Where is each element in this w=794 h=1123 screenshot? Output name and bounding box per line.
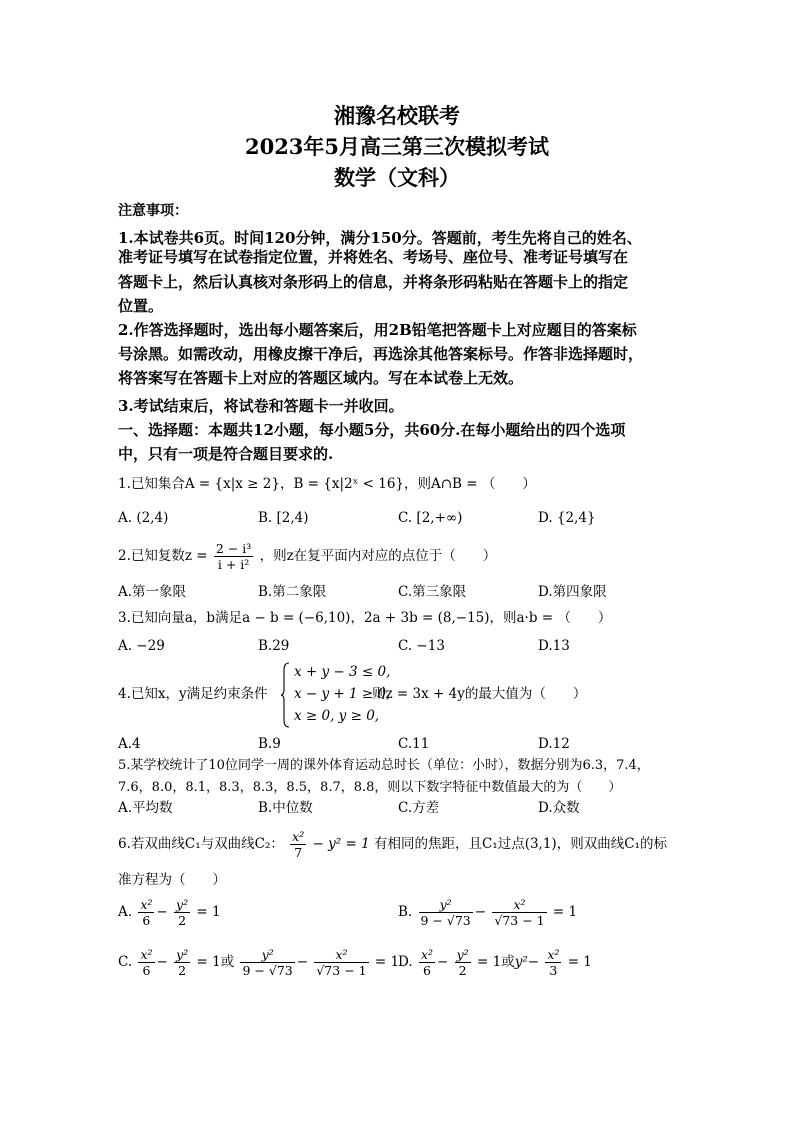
brace-icon xyxy=(280,662,290,728)
q1-option-c: C. [2,+∞) xyxy=(398,510,463,526)
q6-option-c: C. $\frac{\text{x²}}{6}$ − $\frac{\text{y²}}{2}$ = 1或 $\frac{\text{y²}}{9 - √73}$ − $\frac{\text{x²}}{√73 - 1}$ = 1 xyxy=(118,947,400,978)
q4-option-b: B.9 xyxy=(258,736,281,752)
q2-option-d: D.第四象限 xyxy=(538,584,607,600)
q2-stem xyxy=(118,540,496,572)
q2-option-b: B.第二象限 xyxy=(258,584,327,600)
q6-option-a-eq: = 1 xyxy=(196,904,221,920)
q6-c2-eq: − y² = 1 xyxy=(312,836,370,852)
q1-option-a: A. (2,4) xyxy=(118,510,169,526)
q4-option-d: D.12 xyxy=(538,736,570,752)
q2-pre: 2.已知复数z = xyxy=(118,548,208,564)
q5-option-b: B.中位数 xyxy=(258,800,313,816)
q5-option-c: C.方差 xyxy=(398,800,440,816)
q1-option-b: B. [2,4) xyxy=(258,510,309,526)
q6-option-b-eq: = 1 xyxy=(552,904,578,920)
q5-line2: 7.6，8.0，8.1，8.3，8.3，8.5，8.7，8.8，则以下数字特征中数值最大的为（ ） xyxy=(118,780,622,795)
exam-title: 2023年5月高三第三次模拟考试 xyxy=(244,134,550,159)
q1-stem: 1.已知集合A = {x|x ≥ 2}，B = {x|2ˣ < 16}，则A∩B = （ ） xyxy=(118,476,536,492)
section1-line2: 中，只有一项是符合题目要求的. xyxy=(118,445,334,463)
q6-line2: 准方程为（ ） xyxy=(118,872,226,888)
q4-constraint-1: x + y − 3 ≤ 0, xyxy=(294,664,391,680)
q6-c2-fraction: $\frac{\text{x²}}{7}$ xyxy=(292,829,305,860)
q2-fraction xyxy=(214,541,253,572)
subject-title: 数学（文科） xyxy=(334,165,460,190)
q5-option-a: A.平均数 xyxy=(118,800,173,816)
q3-option-d: D.13 xyxy=(538,638,570,654)
notice-p2-line1: 2.作答选择题时，选出每小题答案后，用2B铅笔把答题卡上对应题目的答案标 xyxy=(118,321,637,339)
q5-option-d: D.众数 xyxy=(538,800,580,816)
notice-p2-line2: 号涂黑。如需改动，用橡皮擦干净后，再选涂其他答案标号。作答非选择题时， xyxy=(118,345,644,363)
q5-line1: 5.某学校统计了10位同学一周的课外体育运动总时长（单位：小时），数据分别为6.3，7.4， xyxy=(118,758,650,773)
q4-constraint-2: x − y + 1 ≥ 0, xyxy=(294,686,391,702)
notice-p1-line2: 准考证号填写在试卷指定位置，并将姓名、考场号、座位号、准考证号填写在 xyxy=(118,248,629,266)
q2-numerator: 2 − i³ xyxy=(215,541,252,556)
notice-p3: 3.考试结束后，将试卷和答题卡一并收回。 xyxy=(118,397,404,415)
q4-constraint-3: x ≥ 0, y ≥ 0, xyxy=(294,708,380,724)
q2-option-a: A.第一象限 xyxy=(118,584,187,600)
q3-stem: 3.已知向量a，b满足a − b = (−6,10)，2a + 3b = (8,−15)，则a·b = （ ） xyxy=(118,610,612,626)
q2-denominator: i + i² xyxy=(217,557,250,572)
exam-union-title: 湘豫名校联考 xyxy=(334,103,460,128)
q6-option-b-label: B. xyxy=(398,904,413,920)
q3-option-a: A. −29 xyxy=(118,638,165,654)
notice-p1-line1: 1.本试卷共6页。时间120分钟，满分150分。答题前，考生先将自己的姓名、 xyxy=(118,229,642,247)
q4-option-c: C.11 xyxy=(398,736,430,752)
q6-option-c-label: C. xyxy=(118,954,133,970)
q2-post: ，则z在复平面内对应的点位于（ ） xyxy=(259,548,497,564)
q4-pre: 4.已知x，y满足约束条件 xyxy=(118,686,268,702)
q6-option-a-label: A. xyxy=(118,904,133,920)
notice-p1-line4: 位置。 xyxy=(118,297,164,315)
q6-line1-post: 有相同的焦距，且C₁过点(3,1)，则双曲线C₁的标 xyxy=(373,836,667,852)
section1-line1: 一、选择题：本题共12小题，每小题5分，共60分.在每小题给出的四个选项 xyxy=(118,421,626,439)
q2-option-c: C.第三象限 xyxy=(398,584,467,600)
notice-p1-line3: 答题卡上，然后认真核对条形码上的信息，并将条形码粘贴在答题卡上的指定 xyxy=(118,273,629,291)
q4-option-a: A.4 xyxy=(118,736,141,752)
q3-option-b: B.29 xyxy=(258,638,290,654)
q6-option-b: B. $\frac{\text{y²}}{9 - √73}$ − $\frac{\text{x²}}{√73 - 1}$ = 1 xyxy=(398,897,578,928)
q3-option-c: C. −13 xyxy=(398,638,445,654)
q6-option-a: A. $\frac{\text{x²}}{6}$ − $\frac{\text{y²}}{2}$ = 1 xyxy=(118,897,221,928)
q6-option-d: D. $\frac{\text{x²}}{6}$ − $\frac{\text{y²}}{2}$ = 1或y²− $\frac{\text{x²}}{3}$ = 1 xyxy=(398,947,592,978)
q6-line1 xyxy=(118,828,667,860)
notice-p2-line3: 将答案写在答题卡上对应的答题区域内。写在本试卷上无效。 xyxy=(118,369,524,387)
q6-line1-pre: 6.若双曲线C₁与双曲线C₂： xyxy=(118,836,284,852)
q1-option-d: D. {2,4} xyxy=(538,510,596,526)
q4-post: 则z = 3x + 4y的最大值为（ ） xyxy=(372,686,587,702)
notice-heading: 注意事项： xyxy=(118,203,188,219)
q6-option-d-label: D. xyxy=(398,954,413,970)
